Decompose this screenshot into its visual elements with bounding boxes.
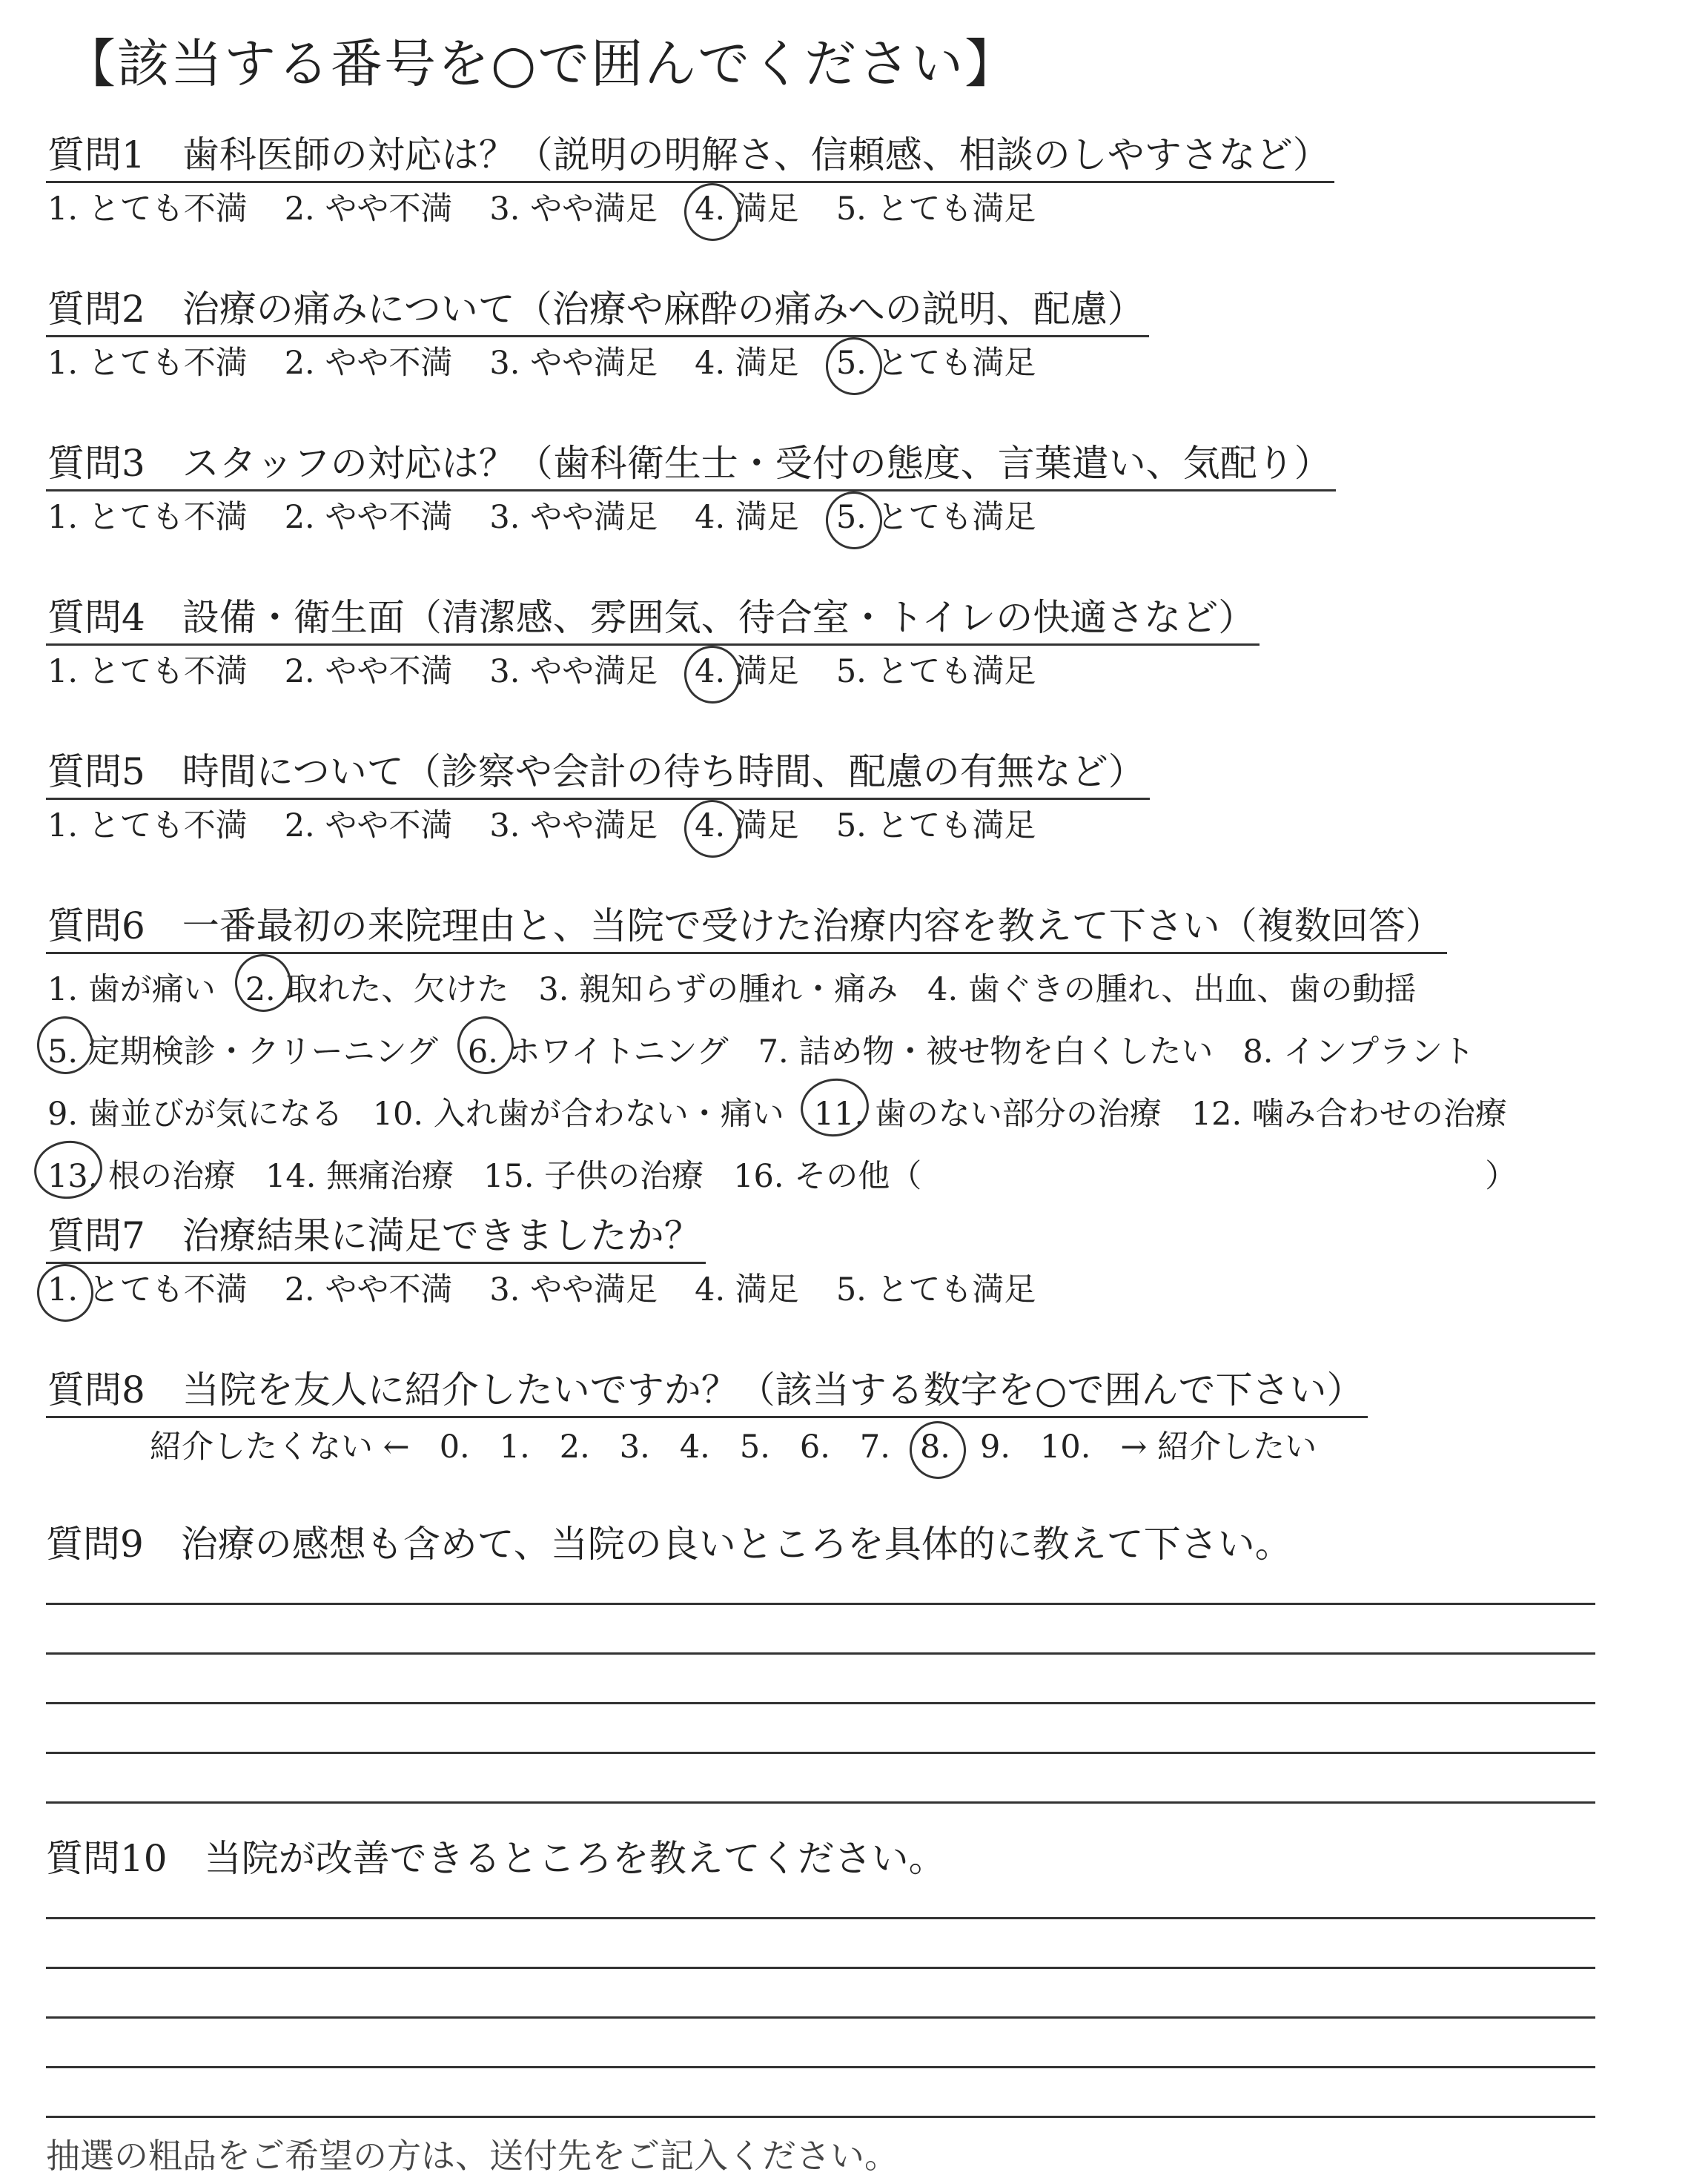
- question-8: [46, 1367, 1640, 1469]
- q6-option-1[interactable]: 1. 歯が痛い: [47, 971, 216, 1008]
- q6-row-1: [47, 959, 1640, 1021]
- q7-option-2[interactable]: 2. やや不満: [284, 1271, 453, 1308]
- question-6-title: 質問6 一番最初の来院理由と、当院で受けた治療内容を教えて下さい（複数回答）: [46, 903, 1447, 954]
- q6-option-7[interactable]: 7. 詰め物・被せ物を白くしたい: [758, 1033, 1214, 1070]
- q8-right-label: → 紹介したい: [1120, 1429, 1317, 1466]
- q8-left-label: 紹介したくない ←: [150, 1429, 410, 1466]
- q7-option-3[interactable]: 3. やや満足: [489, 1271, 658, 1308]
- q6-option-6-circled[interactable]: 6. ホワイトニング: [468, 1021, 729, 1083]
- q6-option-14[interactable]: 14. 無痛治療: [265, 1158, 454, 1195]
- question-3-title: 質問3 スタッフの対応は？（歯科衛生士・受付の態度、言葉遣い、気配り）: [46, 440, 1336, 491]
- question-5-options: [46, 804, 1640, 847]
- question-5: [46, 749, 1640, 847]
- q8-scale-9[interactable]: 9.: [979, 1429, 1011, 1466]
- q4-option-3[interactable]: 3. やや満足: [489, 653, 658, 690]
- question-6: [46, 903, 1640, 1208]
- q3-option-2[interactable]: 2. やや不満: [284, 499, 453, 536]
- q2-option-4[interactable]: 4. 満足: [695, 345, 799, 382]
- question-2: [46, 286, 1640, 385]
- q2-option-5-circled[interactable]: 5. とても満足: [836, 342, 1036, 385]
- answer-line: [46, 1603, 1595, 1605]
- q8-scale-1[interactable]: 1.: [499, 1429, 530, 1466]
- answer-line: [46, 2116, 1595, 2118]
- q1-option-3[interactable]: 3. やや満足: [489, 191, 658, 228]
- question-8-title: 質問8 当院を友人に紹介したいですか？（該当する数字を○で囲んで下さい）: [46, 1367, 1368, 1418]
- question-10-answer-lines[interactable]: [46, 1917, 1640, 2118]
- q8-scale-8-circled[interactable]: 8.: [920, 1426, 950, 1469]
- q8-scale-7[interactable]: 7.: [859, 1429, 890, 1466]
- footer-note: 抽選の粗品をご希望の方は、送付先をご記入ください。: [46, 2136, 898, 2176]
- q6-option-2-circled[interactable]: 2. 取れた、欠けた: [245, 959, 509, 1021]
- q4-option-4-circled[interactable]: 4. 満足: [695, 650, 799, 693]
- q6-option-9[interactable]: 9. 歯並びが気になる: [47, 1096, 343, 1133]
- question-7-title: 質問7 治療結果に満足できましたか？: [46, 1213, 706, 1264]
- q5-option-5[interactable]: 5. とても満足: [835, 807, 1036, 844]
- q3-option-1[interactable]: 1. とても不満: [47, 499, 248, 536]
- q6-option-10[interactable]: 10. 入れ歯が合わない・痛い: [372, 1096, 784, 1133]
- q1-option-4-circled[interactable]: 4. 満足: [695, 188, 799, 231]
- q6-row-2: [47, 1021, 1640, 1083]
- q7-option-5[interactable]: 5. とても満足: [835, 1271, 1036, 1308]
- q4-option-5[interactable]: 5. とても満足: [835, 653, 1036, 690]
- question-3: [46, 440, 1640, 539]
- question-10: [46, 1836, 1640, 2118]
- page-heading: 【該当する番号を○で囲んでください】: [64, 33, 1019, 94]
- question-1-title: 質問1 歯科医師の対応は？（説明の明解さ、信頼感、相談のしやすさなど）: [46, 132, 1334, 183]
- answer-line: [46, 2016, 1595, 2019]
- q6-row-3: [47, 1083, 1640, 1145]
- question-9: [46, 1521, 1640, 1804]
- q6-option-3[interactable]: 3. 親知らずの腫れ・痛み: [538, 971, 898, 1008]
- q7-option-4[interactable]: 4. 満足: [695, 1271, 799, 1308]
- q3-option-4[interactable]: 4. 満足: [695, 499, 799, 536]
- q8-scale-0[interactable]: 0.: [439, 1429, 470, 1466]
- q8-scale-4[interactable]: 4.: [679, 1429, 710, 1466]
- question-1: [46, 132, 1640, 231]
- q2-option-2[interactable]: 2. やや不満: [284, 345, 453, 382]
- question-4-options: [46, 650, 1640, 693]
- question-8-scale: [46, 1426, 1640, 1469]
- q5-option-3[interactable]: 3. やや満足: [489, 807, 658, 844]
- question-2-title: 質問2 治療の痛みについて（治療や麻酔の痛みへの説明、配慮）: [46, 286, 1149, 337]
- q6-option-8[interactable]: 8. インプラント: [1242, 1033, 1475, 1070]
- q1-option-1[interactable]: 1. とても不満: [47, 191, 248, 228]
- q6-option-4[interactable]: 4. 歯ぐきの腫れ、出血、歯の動揺: [927, 971, 1417, 1008]
- q3-option-5-circled[interactable]: 5. とても満足: [836, 496, 1036, 539]
- q6-option-15[interactable]: 15. 子供の治療: [483, 1158, 704, 1195]
- q2-option-3[interactable]: 3. やや満足: [489, 345, 658, 382]
- q7-option-1-circled[interactable]: 1. とても不満: [47, 1268, 248, 1311]
- answer-line: [46, 1967, 1595, 1969]
- question-2-options: [46, 342, 1640, 385]
- question-4: [46, 595, 1640, 693]
- answer-line: [46, 1702, 1595, 1704]
- question-7-options: [46, 1268, 1640, 1311]
- question-7: [46, 1213, 1640, 1311]
- q6-option-5-circled[interactable]: 5. 定期検診・クリーニング: [47, 1021, 438, 1083]
- question-5-title: 質問5 時間について（診察や会計の待ち時間、配慮の有無など）: [46, 749, 1150, 800]
- q5-option-1[interactable]: 1. とても不満: [47, 807, 248, 844]
- q6-option-11-circled[interactable]: 11. 歯のない部分の治療: [814, 1083, 1162, 1145]
- q3-option-3[interactable]: 3. やや満足: [489, 499, 658, 536]
- q8-scale-5[interactable]: 5.: [739, 1429, 770, 1466]
- q8-scale-3[interactable]: 3.: [619, 1429, 650, 1466]
- question-4-title: 質問4 設備・衛生面（清潔感、雰囲気、待合室・トイレの快適さなど）: [46, 595, 1260, 646]
- q2-option-1[interactable]: 1. とても不満: [47, 345, 248, 382]
- question-3-options: [46, 496, 1640, 539]
- question-6-options: [46, 959, 1640, 1208]
- q6-option-16-close: ）: [1485, 1158, 1517, 1195]
- q6-option-13-circled[interactable]: 13. 根の治療: [47, 1145, 236, 1208]
- q6-option-16[interactable]: 16. その他（: [733, 1158, 922, 1195]
- question-1-options: [46, 188, 1640, 231]
- q1-option-2[interactable]: 2. やや不満: [284, 191, 453, 228]
- question-9-answer-lines[interactable]: [46, 1603, 1640, 1804]
- q8-scale-6[interactable]: 6.: [799, 1429, 830, 1466]
- answer-line: [46, 2066, 1595, 2068]
- answer-line: [46, 1652, 1595, 1655]
- q6-row-4: [47, 1145, 1640, 1208]
- q1-option-5[interactable]: 5. とても満足: [835, 191, 1036, 228]
- q8-scale-10[interactable]: 10.: [1040, 1429, 1091, 1466]
- q6-option-12[interactable]: 12. 噛み合わせの治療: [1191, 1096, 1507, 1133]
- answer-line: [46, 1917, 1595, 1919]
- q4-option-2[interactable]: 2. やや不満: [284, 653, 453, 690]
- question-10-title: 質問10 当院が改善できるところを教えてください。: [46, 1837, 946, 1880]
- q4-option-1[interactable]: 1. とても不満: [47, 653, 248, 690]
- answer-line: [46, 1801, 1595, 1804]
- q8-scale-2[interactable]: 2.: [559, 1429, 590, 1466]
- question-9-title: 質問9 治療の感想も含めて、当院の良いところを具体的に教えて下さい。: [46, 1523, 1292, 1566]
- q5-option-4-circled[interactable]: 4. 満足: [695, 804, 799, 847]
- answer-line: [46, 1752, 1595, 1754]
- q5-option-2[interactable]: 2. やや不満: [284, 807, 453, 844]
